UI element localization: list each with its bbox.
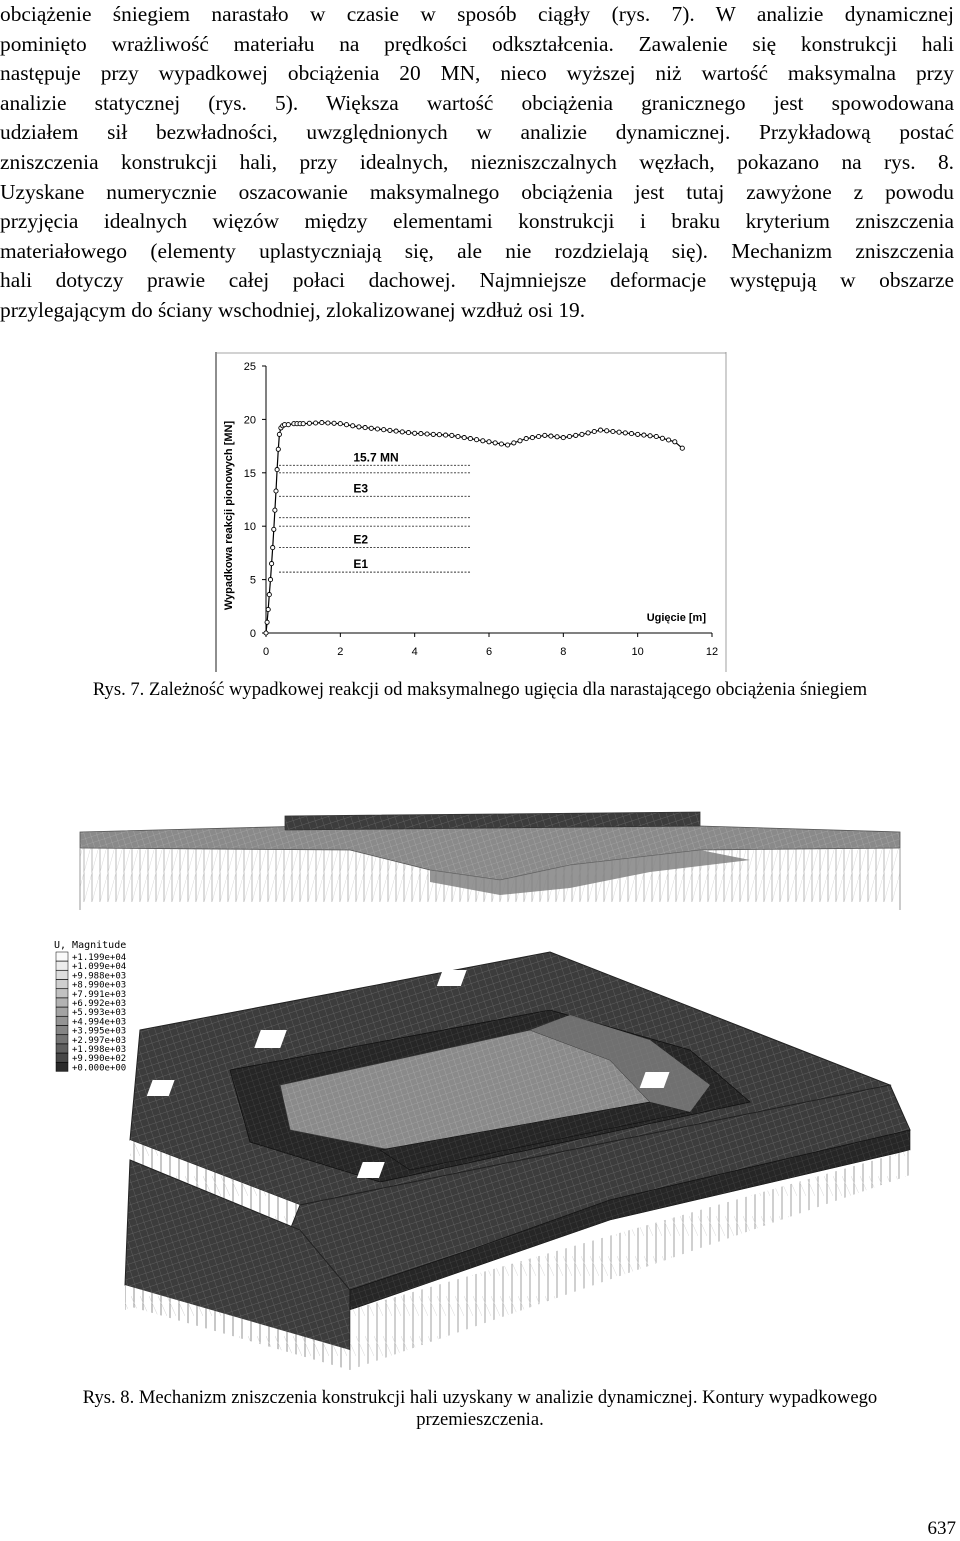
legend-swatch: [56, 970, 68, 979]
data-point: [468, 437, 472, 441]
data-point: [555, 435, 559, 439]
figure-8-caption: [0, 1387, 960, 1431]
data-point: [320, 421, 324, 425]
data-point: [267, 593, 271, 597]
data-point: [567, 434, 571, 438]
data-point: [326, 421, 330, 425]
x-tick-label: 6: [485, 646, 493, 658]
x-tick-label: 2: [337, 646, 344, 658]
data-point: [642, 433, 646, 437]
figure-7-caption: Rys. 7. Zależność wypadkowej reakcji od maksymalnego ugięcia dla narastającego obciążenia śniegiem: [92, 679, 868, 700]
data-point: [574, 433, 578, 437]
page-number: 637: [927, 1518, 956, 1539]
data-point: [268, 578, 272, 582]
paragraph-line: Uzyskane numerycznie oszacowanie maksymalnego obciążenia jest tutaj zawyżone z powodu: [0, 179, 954, 204]
data-point: [680, 446, 684, 450]
data-point: [506, 443, 510, 447]
paragraph-line: udziałem sił bezwładności, uwzględnionych w analizie dynamicznej. Przykładową postać: [0, 120, 954, 145]
data-point: [270, 562, 274, 566]
data-point: [450, 433, 454, 437]
data-point: [518, 439, 522, 443]
data-point: [512, 441, 516, 445]
legend-swatch: [56, 1026, 68, 1035]
data-point: [667, 438, 671, 442]
legend-value: +1.199e+04: [72, 953, 127, 963]
paragraph-line: zniszczenia konstrukcji hali, przy idealnych, niezniszczalnych węzłach, pokazano na rys. 8.: [0, 149, 954, 174]
legend-value: +1.998e+03: [72, 1045, 127, 1055]
data-point: [369, 426, 373, 430]
data-point: [592, 429, 596, 433]
data-point: [419, 432, 423, 436]
data-point: [530, 436, 534, 440]
legend-swatch: [56, 1035, 68, 1044]
legend-value: +7.991e+03: [72, 989, 127, 1000]
data-point: [543, 433, 547, 437]
legend-swatch: [56, 1044, 68, 1053]
data-point: [487, 440, 491, 444]
legend-swatch: [56, 1062, 68, 1071]
legend-value: +2.997e+03: [72, 1035, 127, 1046]
y-tick-label: 20: [243, 414, 256, 427]
x-tick-label: 8: [560, 646, 567, 658]
legend-swatch: [56, 980, 68, 989]
data-point: [271, 546, 275, 550]
data-point: [375, 427, 379, 431]
legend-swatch: [56, 989, 68, 998]
legend-value: +5.993e+03: [72, 1008, 127, 1019]
data-point: [425, 432, 429, 436]
paragraph-line: analizie statycznej (rys. 5). Większa wartość obciążenia granicznego jest spowodowana: [0, 90, 954, 115]
elevation-view: [80, 812, 900, 910]
data-point: [648, 434, 652, 438]
y-tick-label: 5: [249, 574, 256, 587]
data-point: [388, 428, 392, 432]
x-axis-label: Ugięcie [m]: [646, 612, 706, 624]
data-point: [673, 440, 677, 444]
data-point: [462, 436, 466, 440]
data-point: [660, 436, 664, 440]
legend-swatch: [56, 998, 68, 1007]
data-point: [611, 429, 615, 433]
figure-8-caption-line-1: Rys. 8. Mechanizm zniszczenia konstrukcji hali uzyskany w analizie dynamicznej. Kontury wypadkowego: [82, 1387, 878, 1408]
data-point: [431, 432, 435, 436]
data-point: [549, 434, 553, 438]
legend-value: +1.099e+04: [72, 962, 127, 973]
paragraph-line: obciążenie śniegiem narastało w czasie w sposób ciągły (rys. 7). W analizie dynamicznej: [0, 2, 954, 26]
legend-title: U, Magnitude: [54, 940, 127, 951]
data-point: [636, 432, 640, 436]
data-point: [654, 434, 658, 438]
x-tick-label: 0: [262, 646, 270, 658]
data-point: [277, 432, 281, 436]
legend-value: +6.992e+03: [72, 999, 127, 1009]
data-point: [332, 421, 336, 425]
data-point: [394, 429, 398, 433]
y-axis-label: Wypadkowa reakcji pionowych [MN]: [223, 420, 235, 611]
level-label: E3: [353, 481, 369, 496]
paragraph-line: następuje przy wypadkowej obciążenia 20 MN, nieco wyższej niż wartość maksymalna przy: [0, 61, 954, 86]
data-point: [406, 431, 410, 435]
data-point: [437, 433, 441, 437]
level-label: 15.7 MN: [353, 450, 399, 465]
y-tick-label: 25: [243, 361, 256, 373]
data-point: [605, 429, 609, 433]
data-point: [286, 423, 290, 427]
data-point: [275, 468, 279, 472]
y-tick-label: 15: [243, 467, 256, 480]
paragraph-line: przylegającym do ściany wschodniej, zlokalizowanej wzdłuż osi 19.: [0, 297, 586, 322]
data-point: [400, 430, 404, 434]
data-point: [338, 422, 342, 426]
data-point: [524, 437, 528, 441]
legend-swatch: [56, 952, 68, 961]
data-point: [301, 422, 305, 426]
y-tick-label: 10: [243, 521, 256, 534]
figure-8-deformation-plot: [50, 730, 955, 1380]
data-point: [265, 620, 269, 624]
data-point: [272, 527, 276, 531]
paragraph-line: materiałowego (elementy uplastyczniają się, ale nie rozdzielają się). Mechanizm zniszczenia: [0, 238, 954, 263]
data-point: [357, 425, 361, 429]
paragraph-line: przyjęcia idealnych więzów między elementami konstrukcji i braku kryterium zniszczenia: [0, 209, 954, 234]
data-point: [264, 631, 268, 635]
data-point: [629, 432, 633, 436]
data-point: [413, 431, 417, 435]
data-point: [561, 436, 565, 440]
data-point: [351, 424, 355, 428]
data-point: [276, 447, 280, 451]
y-tick-label: 0: [249, 628, 256, 640]
x-tick-label: 10: [631, 646, 644, 658]
legend-value: +9.988e+03: [72, 971, 127, 982]
data-point: [307, 421, 311, 425]
data-point: [273, 508, 277, 512]
data-point: [586, 431, 590, 435]
level-label: E2: [353, 532, 369, 547]
x-tick-label: 12: [705, 646, 719, 658]
data-point: [444, 433, 448, 437]
plan-deformation-view: [125, 952, 910, 1370]
data-point: [314, 421, 318, 425]
data-point: [598, 428, 602, 432]
data-point: [580, 432, 584, 436]
data-point: [623, 431, 627, 435]
data-point: [382, 428, 386, 432]
legend-swatch: [56, 1007, 68, 1016]
data-point: [266, 607, 270, 611]
legend-swatch: [56, 1016, 68, 1025]
data-point: [363, 426, 367, 430]
paragraph-line: hali dotyczy prawie całej połaci dachowej. Najmniejsze deformacje występują w obszarze: [0, 268, 954, 293]
data-point: [499, 442, 503, 446]
x-tick-label: 4: [411, 646, 418, 658]
legend-value: +8.990e+03: [72, 980, 127, 991]
data-point: [617, 430, 621, 434]
chart-svg: [214, 352, 728, 672]
paragraph-line: pominięto wrażliwość materiału na prędkości odkształcenia. Zawalenie się konstrukcji hali: [0, 31, 954, 56]
figure-8-caption-line-2: przemieszczenia.: [416, 1409, 544, 1430]
data-point: [344, 423, 348, 427]
legend-swatch: [56, 1053, 68, 1062]
legend-value: +4.994e+03: [72, 1017, 127, 1028]
data-point: [475, 438, 479, 442]
data-point: [537, 434, 541, 438]
displacement-legend: [54, 940, 126, 1073]
level-label: E1: [353, 557, 369, 572]
legend-value: +0.000e+00: [72, 1063, 127, 1074]
data-point: [274, 489, 278, 493]
legend-value: +3.995e+03: [72, 1026, 127, 1037]
data-point: [456, 434, 460, 438]
body-paragraph: [0, 0, 954, 326]
legend-swatch: [56, 961, 68, 970]
fig8-svg: [50, 730, 955, 1380]
data-point: [481, 439, 485, 443]
figure-7-chart: [214, 352, 728, 672]
data-point: [493, 441, 497, 445]
legend-value: +9.990e+02: [72, 1054, 127, 1065]
